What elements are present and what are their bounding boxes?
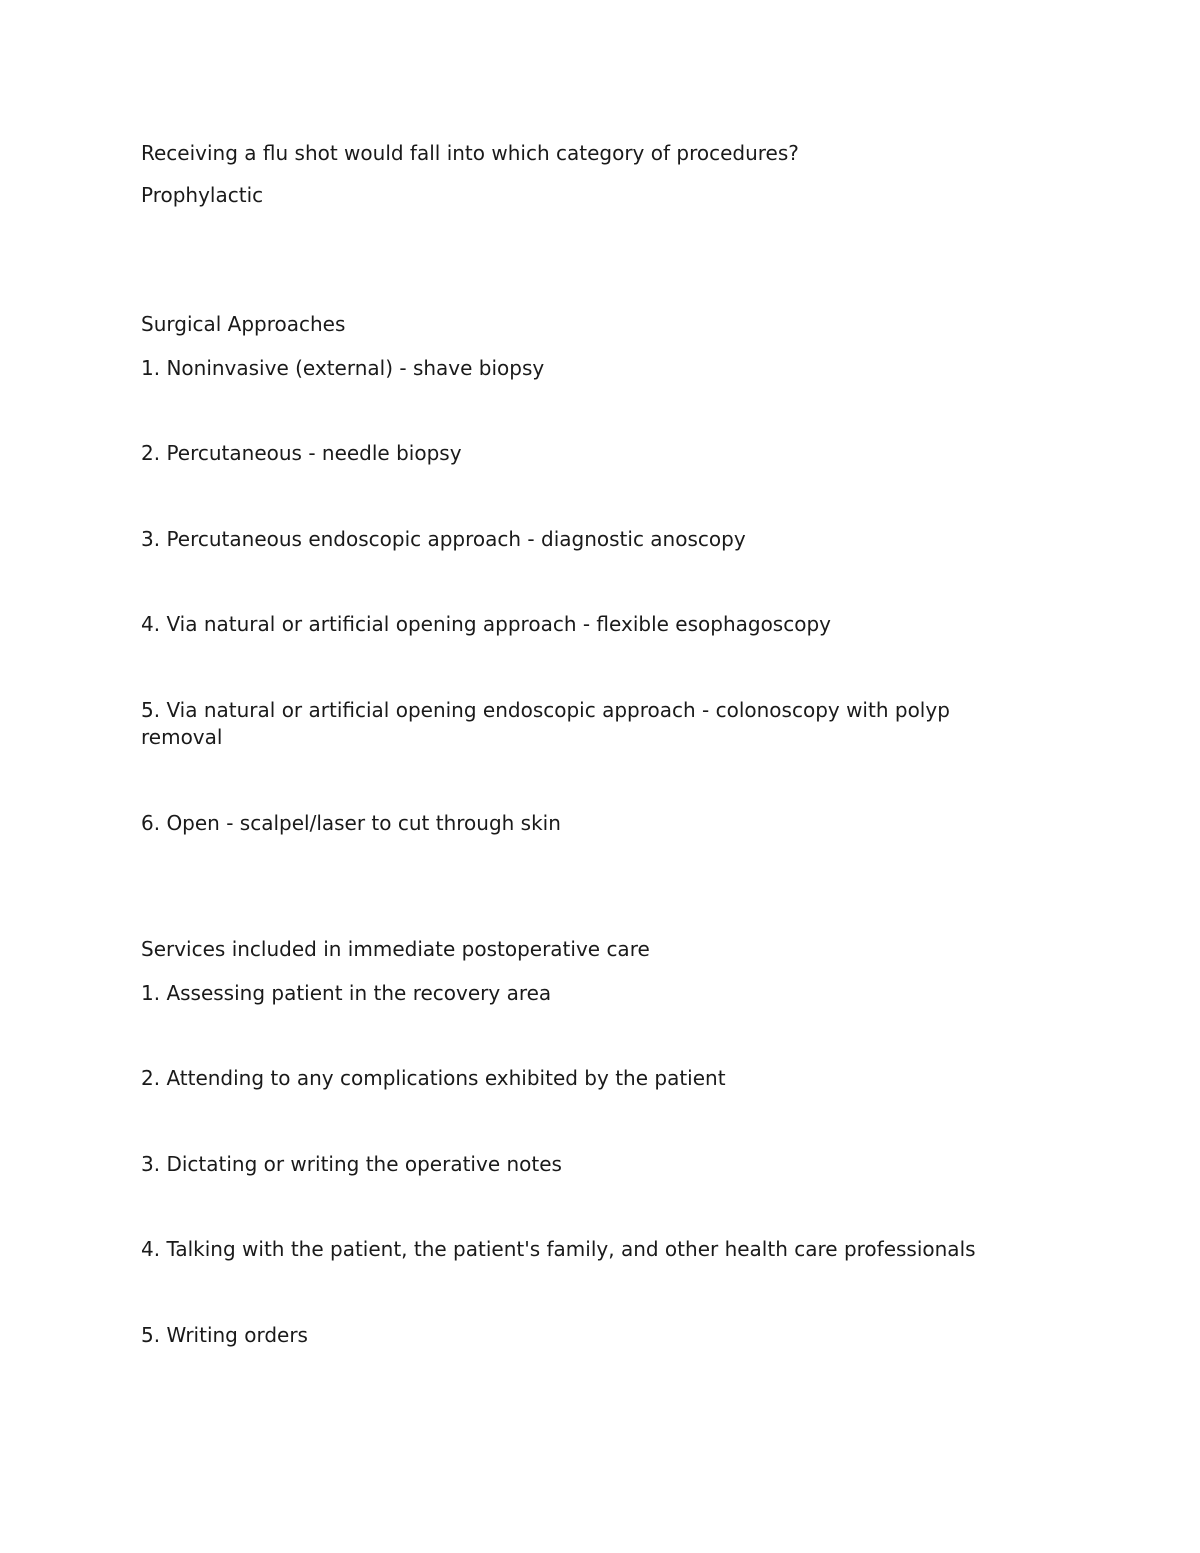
list-item: 4. Via natural or artificial opening approach - flexible esophagoscopy [141, 612, 831, 636]
question-text: Receiving a flu shot would fall into which category of procedures? [141, 141, 799, 165]
list-item: 2. Attending to any complications exhibited by the patient [141, 1066, 726, 1090]
list-item: 3. Dictating or writing the operative notes [141, 1152, 562, 1176]
answer-text: Prophylactic [141, 183, 264, 207]
list-item: 5. Writing orders [141, 1323, 308, 1347]
list-item: 1. Assessing patient in the recovery area [141, 981, 552, 1005]
list-item: 3. Percutaneous endoscopic approach - diagnostic anoscopy [141, 527, 746, 551]
list-item: 6. Open - scalpel/laser to cut through skin [141, 811, 561, 835]
postoperative-care-heading: Services included in immediate postoperative care [141, 937, 650, 961]
surgical-approaches-heading: Surgical Approaches [141, 312, 346, 336]
list-item: 5. Via natural or artificial opening endoscopic approach - colonoscopy with polyp removal [141, 698, 950, 749]
list-item: 2. Percutaneous - needle biopsy [141, 441, 462, 465]
list-item: 1. Noninvasive (external) - shave biopsy [141, 356, 545, 380]
list-item: 4. Talking with the patient, the patient's family, and other health care professionals [141, 1237, 976, 1261]
